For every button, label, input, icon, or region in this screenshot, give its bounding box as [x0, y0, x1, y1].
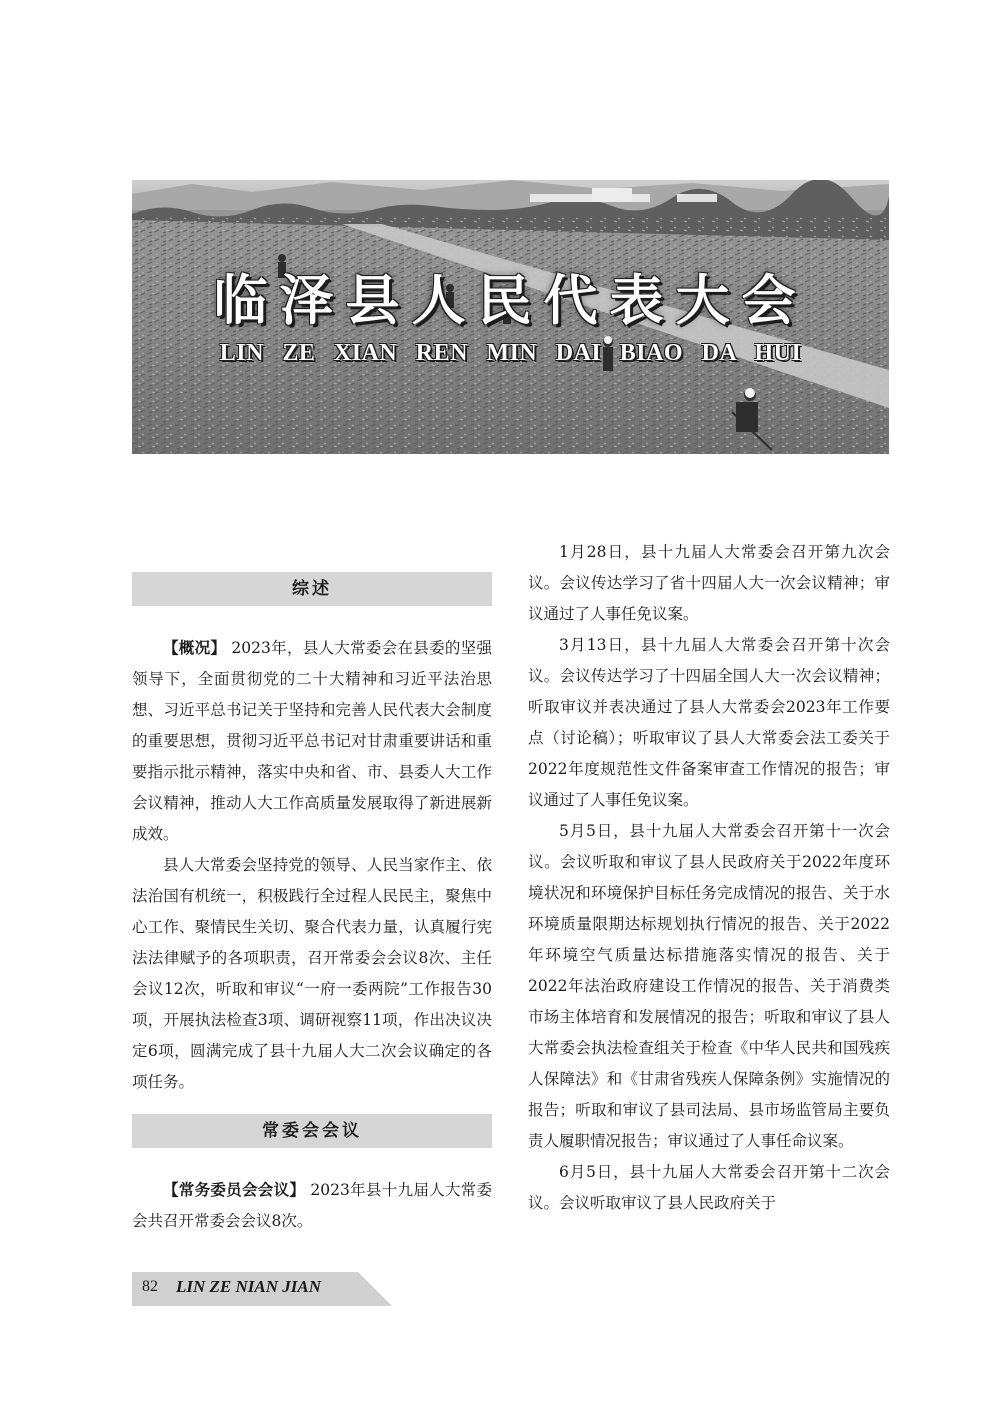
overview-tag: 【概况】	[163, 639, 227, 657]
standing-committee-paragraph: 县人大常委会坚持党的领导、人民当家作主、依法治国有机统一，积极践行全过程人民民主，聚焦中心工作、聚情民生关切、聚合代表力量，认真履行宪法法律赋予的各项职责，召开常委会会议8次、主任会议12次，听取和审议“一府一委两院”工作报告30项，开展执法检查3项、调研视察11项，作出决议决定6项，圆满完成了县十九届人大二次会议确定的各项任务。	[132, 856, 492, 1091]
left-column	[132, 540, 492, 1237]
section-header-meetings: 常委会会议	[132, 1114, 492, 1148]
banner	[132, 180, 889, 454]
overview-text: 2023年，县人大常委会在县委的坚强领导下，全面贯彻党的二十大精神和习近平法治思想、习近平总书记关于坚持和完善人民代表大会制度的重要思想，贯彻习近平总书记对甘肃重要讲话和重要指示批示精神，落实中央和省、市、县委人大工作会议精神，推动人大工作高质量发展取得了新进展新成效。	[132, 639, 492, 843]
footer-title: LIN ZE NIAN JIAN	[176, 1277, 321, 1296]
overview-paragraph	[132, 633, 492, 850]
footer	[132, 1272, 392, 1306]
right-column	[528, 537, 890, 1219]
meeting-10-paragraph: 3月13日，县十九届人大常委会召开第十次会议。会议传达学习了十四届全国人大一次会议精神；听取审议并表决通过了县人大常委会2023年工作要点（讨论稿）；听取审议了县人大常委会法工委关于2022年度规范性文件备案审查工作情况的报告；审议通过了人事任免议案。	[528, 636, 890, 809]
banner-pinyin: LIN ZE XIAN REN MIN DAI BIAO DA HUI	[219, 340, 802, 366]
meeting-paragraph	[132, 1175, 492, 1237]
banner-title: 临泽县人民代表大会	[213, 269, 808, 332]
meeting-tag: 【常务委员会会议】	[163, 1181, 306, 1199]
meeting-9-paragraph: 1月28日，县十九届人大常委会召开第九次会议。会议传达学习了省十四届人大一次会议精神；审议通过了人事任免议案。	[528, 543, 890, 623]
meeting-12-paragraph: 6月5日，县十九届人大常委会召开第十二次会议。会议听取审议了县人民政府关于	[528, 1163, 890, 1212]
section-header-overview: 综述	[132, 572, 492, 606]
meeting-text: 2023年县十九届人大常委会共召开常委会会议8次。	[132, 1181, 492, 1230]
meeting-11-paragraph: 5月5日，县十九届人大常委会召开第十一次会议。会议听取和审议了县人民政府关于2022年度环境状况和环境保护目标任务完成情况的报告、关于水环境质量限期达标规划执行情况的报告、关于2022年环境空气质量达标措施落实情况的报告、关于2022年法治政府建设工作情况的报告、关于消费类市场主体培育和发展情况的报告；听取和审议了县人大常委会执法检查组关于检查《中华人民共和国残疾人保障法》和《甘肃省残疾人保障条例》实施情况的报告；听取和审议了县司法局、县市场监管局主要负责人履职情况报告；审议通过了人事任命议案。	[528, 822, 890, 1150]
page-number: 82	[142, 1278, 158, 1295]
